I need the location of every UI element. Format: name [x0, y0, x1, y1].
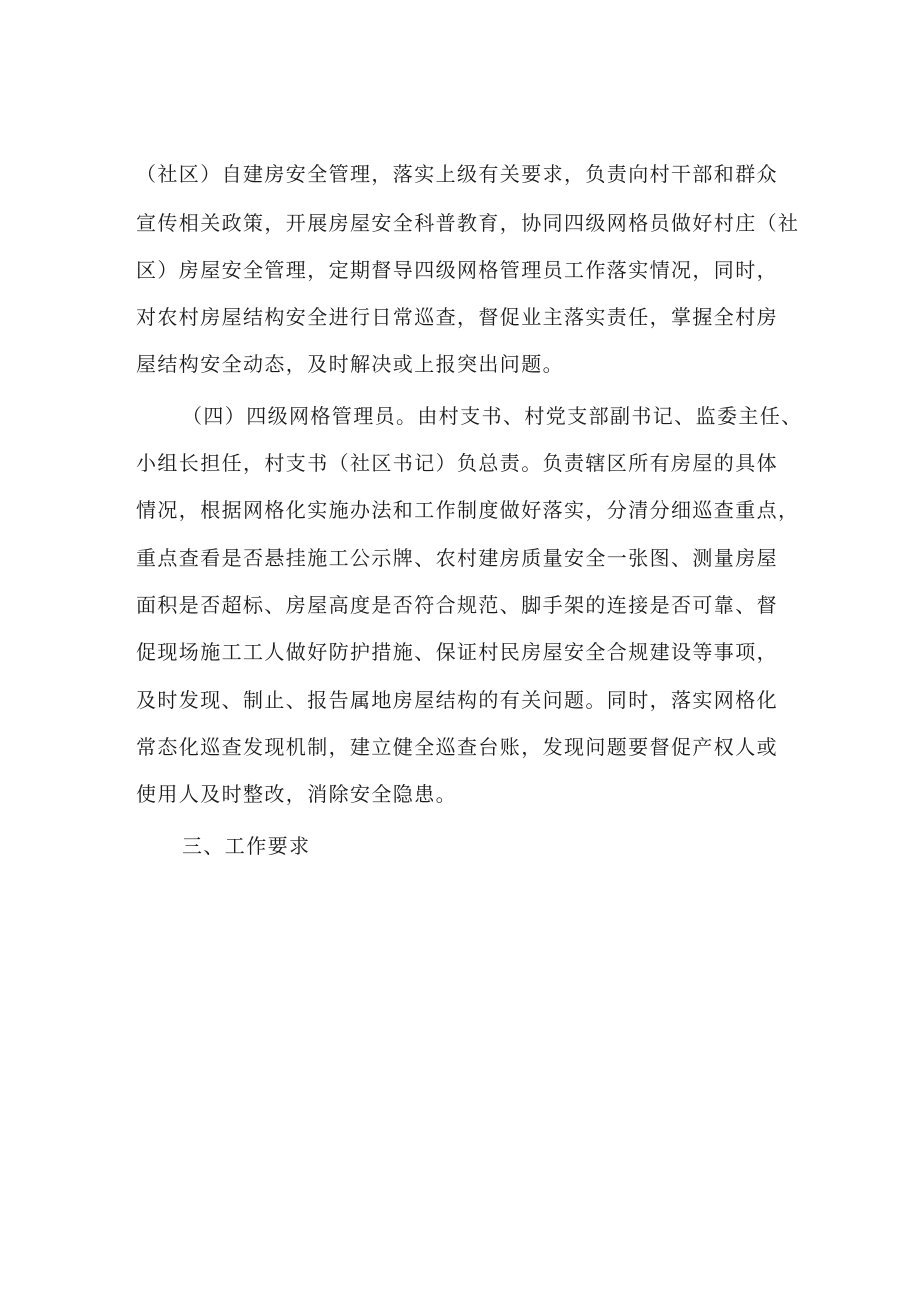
- paragraph-1-line-1: （社区）自建房安全管理，落实上级有关要求，负责向村干部和群众: [136, 162, 778, 186]
- paragraph-1-line-4: 对农村房屋结构安全进行日常巡查，督促业主落实责任，掌握全村房: [136, 305, 778, 329]
- paragraph-2-line-5: 面积是否超标、房屋高度是否符合规范、脚手架的连接是否可靠、督: [136, 593, 778, 617]
- paragraph-1-line-3: 区）房屋安全管理，定期督导四级网格管理员工作落实情况，同时，: [136, 258, 778, 282]
- paragraph-2-line-9: 使用人及时整改，消除安全隐患。: [136, 782, 457, 806]
- paragraph-2-line-8: 常态化巡查发现机制，建立健全巡查台账，发现问题要督促产权人或: [136, 735, 778, 759]
- paragraph-2-line-3: 情况，根据网格化实施办法和工作制度做好落实，分清分细巡查重点，: [136, 498, 800, 522]
- paragraph-2-line-4: 重点查看是否悬挂施工公示牌、农村建房质量安全一张图、测量房屋: [136, 546, 778, 570]
- section-heading: 三、工作要求: [182, 834, 311, 858]
- paragraph-1-line-5: 屋结构安全动态，及时解决或上报突出问题。: [136, 352, 564, 376]
- paragraph-2-line-7: 及时发现、制止、报告属地房屋结构的有关问题。同时，落实网格化: [136, 688, 778, 712]
- paragraph-1-line-2: 宣传相关政策，开展房屋安全科普教育，协同四级网格员做好村庄（社: [136, 211, 800, 235]
- paragraph-2-line-1: （四）四级网格管理员。由村支书、村党支部副书记、监委主任、: [182, 404, 803, 428]
- paragraph-2-line-6: 促现场施工工人做好防护措施、保证村民房屋安全合规建设等事项，: [136, 640, 778, 664]
- paragraph-2-line-2: 小组长担任，村支书（社区书记）负总责。负责辖区所有房屋的具体: [136, 451, 778, 475]
